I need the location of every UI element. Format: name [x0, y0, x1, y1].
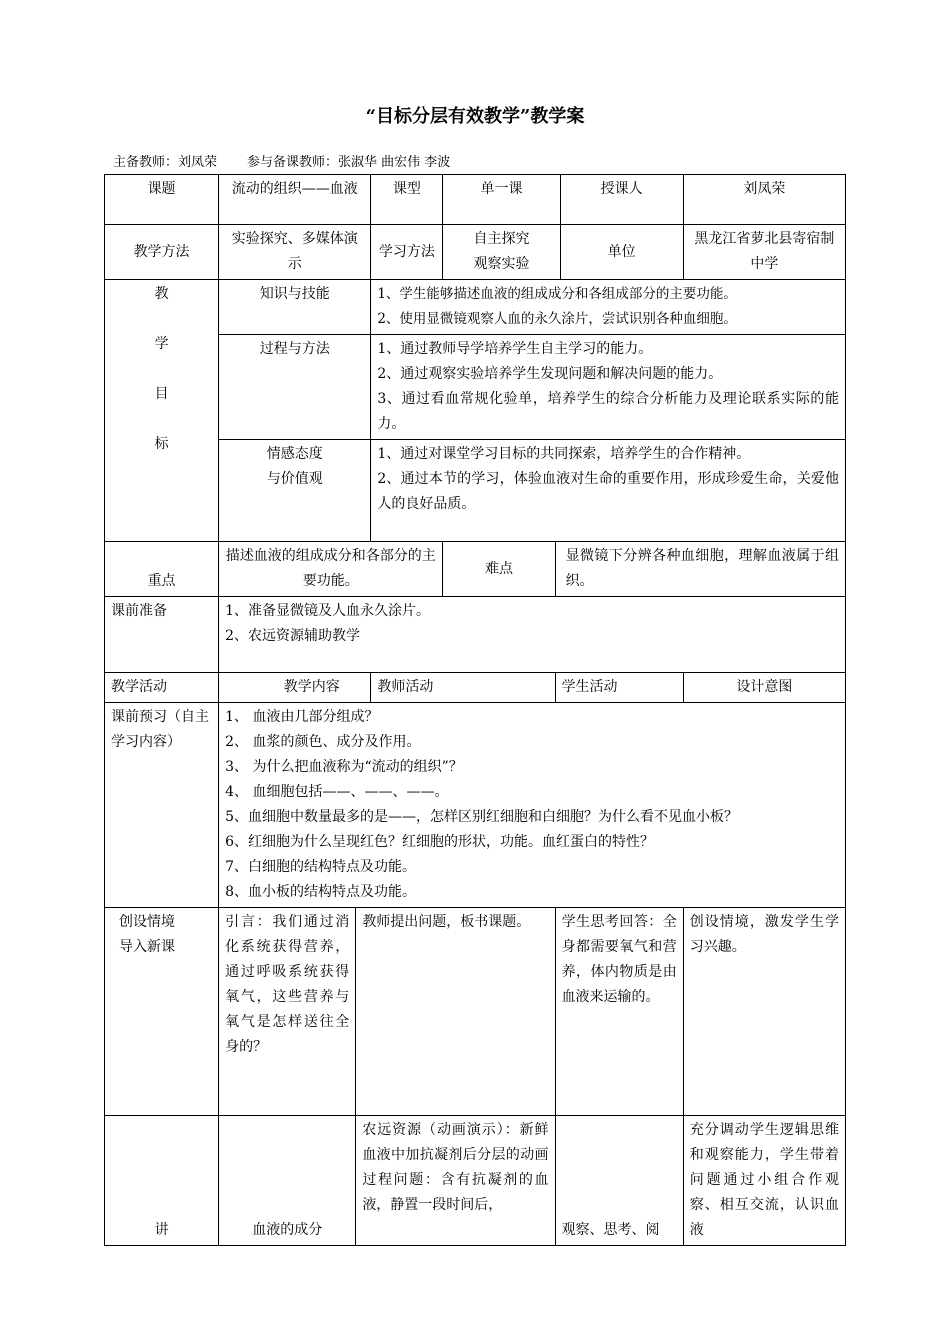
process-label: 过程与方法: [219, 335, 371, 440]
co-teachers-names: 张淑华 曲宏伟 李波: [338, 155, 451, 170]
type-label: 课型: [371, 175, 443, 225]
main-teacher-name: 刘凤荣: [178, 155, 218, 170]
method-label: 教学方法: [105, 225, 219, 280]
emotion-items: [371, 440, 846, 542]
header-activity: 教学活动: [105, 673, 219, 703]
goals-char-1: 教: [154, 286, 169, 302]
preview-item-1: 1、 血液由几部分组成？: [225, 709, 379, 725]
intro-teacher: 教师提出问题，板书课题。: [356, 908, 555, 1116]
preview-label: 课前预习（自主学习内容）: [105, 703, 219, 908]
table-row: [105, 673, 846, 703]
intro-intent: 创设情境，激发学生学习兴趣。: [683, 908, 845, 1116]
emotion-item-2: 2、通过本节的学习，体验血液对生命的重要作用，形成珍爱生命，关爱他人的良好品质。: [377, 471, 839, 512]
intro-label-line-1: 创设情境: [119, 914, 175, 930]
knowledge-label: 知识与技能: [219, 280, 371, 335]
prep-label: 课前准备: [105, 597, 219, 673]
knowledge-item-2: 2、使用显微镜观察人血的永久涂片，尝试识别各种血细胞。: [377, 311, 737, 327]
table-row: [105, 1116, 846, 1246]
teacher-label: 授课人: [560, 175, 683, 225]
topic-value: 流动的组织——血液: [219, 175, 371, 225]
lesson-plan-table: [104, 174, 846, 1246]
header-intent: 设计意图: [683, 673, 845, 703]
intro-label-line-2: 导入新课: [119, 939, 175, 955]
lecture-student: 观察、思考、阅: [555, 1116, 683, 1246]
lecture-intent: 充分调动学生逻辑思维和观察能力，学生带着问题通过小组合作观察、相互交流，认识血液: [683, 1116, 845, 1246]
header-student: 学生活动: [555, 673, 683, 703]
table-row: [105, 225, 846, 280]
knowledge-items: [371, 280, 846, 335]
preview-item-3: 3、 为什么把血液称为“流动的组织”？: [225, 759, 463, 775]
main-teacher-label: 主备教师：: [113, 155, 179, 170]
teacher-value: 刘凤荣: [683, 175, 845, 225]
preview-item-8: 8、血小板的结构特点及功能。: [225, 884, 417, 900]
topic-label: 课题: [105, 175, 219, 225]
preview-items: [219, 703, 846, 908]
table-row: [105, 908, 846, 1116]
table-row: [105, 703, 846, 908]
knowledge-item-1: 1、学生能够描述血液的组成成分和各组成部分的主要功能。: [377, 286, 737, 302]
unit-label: 单位: [560, 225, 683, 280]
goals-label: [105, 280, 219, 542]
emotion-item-1: 1、通过对课堂学习目标的共同探索，培养学生的合作精神。: [377, 446, 751, 462]
difficult-value: 显微镜下分辨各种血细胞，理解血液属于组织。: [555, 542, 845, 597]
process-item-3: 3、通过看血常规化验单，培养学生的综合分析能力及理论联系实际的能力。: [377, 391, 839, 432]
preview-item-5: 5、血细胞中数量最多的是——，怎样区别红细胞和白细胞？为什么看不见血小板？: [225, 809, 739, 825]
goals-char-3: 目: [154, 386, 169, 402]
table-row: [105, 597, 846, 673]
key-label: 重点: [105, 542, 219, 597]
table-row: [105, 175, 846, 225]
key-value: 描述血液的组成成分和各部分的主要功能。: [219, 542, 443, 597]
process-items: [371, 335, 846, 440]
learn-method-2: 观察实验: [473, 256, 530, 272]
header-content: 教学内容: [219, 673, 371, 703]
teacher-info: [113, 151, 450, 170]
process-item-1: 1、通过教师导学培养学生自主学习的能力。: [377, 341, 653, 357]
preview-item-6: 6、红细胞为什么呈现红色？红细胞的形状，功能。血红蛋白的特性？: [225, 834, 655, 850]
prep-items: [219, 597, 846, 673]
prep-item-2: 2、农远资源辅助教学: [225, 628, 361, 644]
lecture-label: 讲: [105, 1116, 219, 1246]
co-teachers-label: 参与备课教师：: [247, 155, 339, 170]
preview-item-7: 7、白细胞的结构特点及功能。: [225, 859, 417, 875]
table-row: [105, 542, 846, 597]
goals-char-4: 标: [154, 436, 169, 452]
learn-label: 学习方法: [371, 225, 443, 280]
header-teacher: 教师活动: [371, 673, 555, 703]
emotion-label-line-2: 与价值观: [266, 471, 323, 487]
type-value: 单一课: [443, 175, 560, 225]
prep-item-1: 1、准备显微镜及人血永久涂片。: [225, 603, 431, 619]
unit-value: 黑龙江省萝北县寄宿制中学: [683, 225, 845, 280]
preview-item-4: 4、 血细胞包括——、——、——。: [225, 784, 449, 800]
process-item-2: 2、通过观察实验培养学生发现问题和解决问题的能力。: [377, 366, 723, 382]
goals-char-2: 学: [154, 336, 169, 352]
lecture-content: 血液的成分: [219, 1116, 356, 1246]
intro-content: 引言：我们通过消化系统获得营养，通过呼吸系统获得氧气，这些营养与氧气是怎样送往全身的？: [219, 908, 356, 1116]
lecture-teacher: 农远资源（动画演示）：新鲜血液中加抗凝剂后分层的动画过程问题：含有抗凝剂的血液，静置一段时间后，: [356, 1116, 555, 1246]
learn-value: [443, 225, 560, 280]
difficult-label: 难点: [443, 542, 555, 597]
table-row: [105, 280, 846, 335]
intro-student: 学生思考回答：全身都需要氧气和营养，体内物质是由血液来运输的。: [555, 908, 683, 1116]
learn-method-1: 自主探究: [473, 231, 530, 247]
method-value: 实验探究、多媒体演示: [219, 225, 371, 280]
intro-label: [105, 908, 219, 1116]
emotion-label-line-1: 情感态度: [266, 446, 323, 462]
page-title: “目标分层有效教学”教学案: [365, 106, 585, 127]
emotion-label: [219, 440, 371, 542]
preview-item-2: 2、 血浆的颜色、成分及作用。: [225, 734, 421, 750]
